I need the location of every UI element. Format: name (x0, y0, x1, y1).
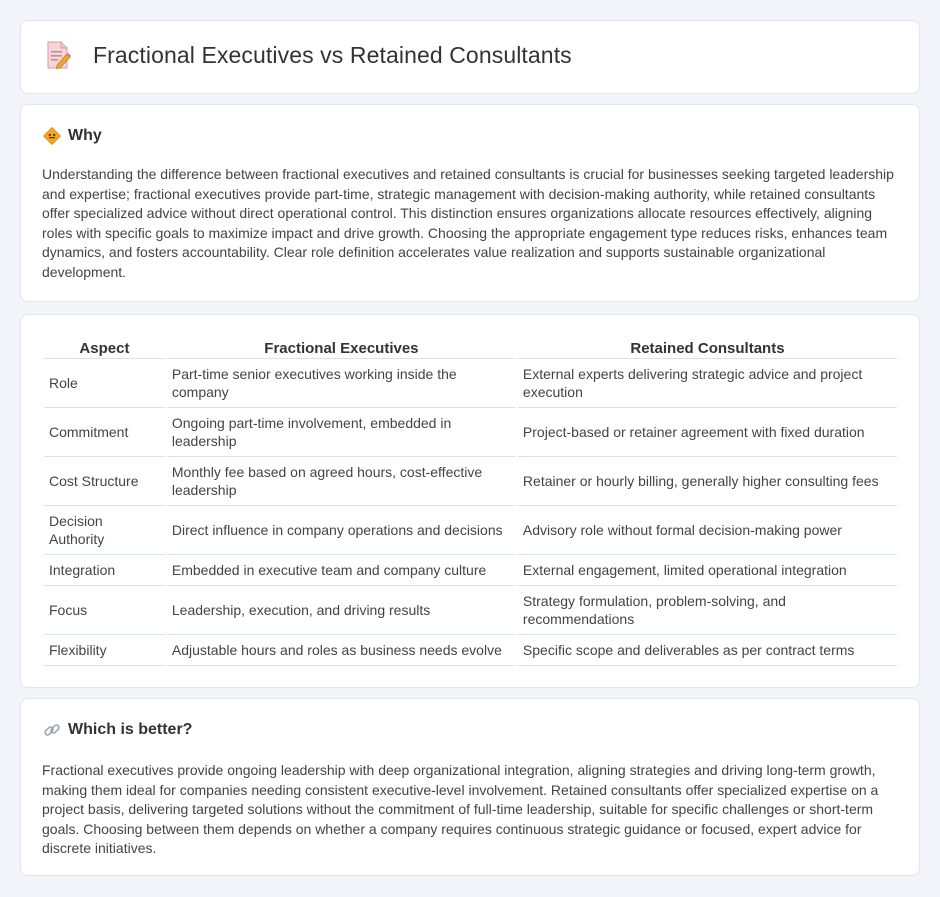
cell-fractional: Monthly fee based on agreed hours, cost-effective leadership (167, 457, 516, 506)
header-fractional-executives: Fractional Executives (167, 337, 516, 359)
cell-fractional: Leadership, execution, and driving results (167, 586, 516, 635)
header-aspect: Aspect (44, 337, 165, 359)
why-text: Understanding the difference between fractional executives and retained consultants is crucial for businesses seeking targeted leadership and expertise; fractional executives provide part-time, strategic management with decision-making authority, while retained consultants offer specialized advice without direct operational control. This distinction ensures organizations allocate resources effectively, aligning roles with specific goals to maximize impact and drive growth. Choosing the appropriate engagement type reduces risks, enhances team dynamics, and fosters accountability. Clear role definition accelerates value realization and supports sustainable organizational development. (42, 166, 894, 280)
cell-retained: Retainer or hourly billing, generally higher consulting fees (518, 457, 897, 506)
cell-fractional: Adjustable hours and roles as business needs evolve (167, 635, 516, 666)
table-row (44, 359, 897, 408)
table-row (44, 457, 897, 506)
header (45, 41, 572, 69)
page-title: Fractional Executives vs Retained Consultants (93, 41, 572, 68)
why-title: Why (68, 127, 102, 144)
why-heading (43, 127, 102, 145)
cell-retained: External engagement, limited operational integration (518, 555, 897, 586)
cell-retained: Project-based or retainer agreement with fixed duration (518, 408, 897, 457)
better-heading (43, 721, 192, 739)
which-is-better-section (20, 698, 920, 876)
cell-aspect: Flexibility (44, 635, 165, 666)
diamond-sign-icon (43, 127, 61, 145)
why-section (20, 104, 920, 302)
cell-fractional: Ongoing part-time involvement, embedded in leadership (167, 408, 516, 457)
cell-fractional: Direct influence in company operations and decisions (167, 506, 516, 555)
cell-aspect: Commitment (44, 408, 165, 457)
header-retained-consultants: Retained Consultants (518, 337, 897, 359)
cell-fractional: Part-time senior executives working inside the company (167, 359, 516, 408)
table-row (44, 506, 897, 555)
better-text: Fractional executives provide ongoing leadership with deep organizational integration, aligning strategies and driving long-term growth, making them ideal for companies needing consistent executive-level involvement. Retained consultants offer specialized expertise on a project basis, delivering targeted solutions without the commitment of full-time leadership, suitable for specific challenges or short-term goals. Choosing between them depends on whether a company requires continuous strategic guidance or focused, expert advice for discrete initiatives. (42, 762, 879, 856)
cell-fractional: Embedded in executive team and company culture (167, 555, 516, 586)
cell-aspect: Decision Authority (44, 506, 165, 555)
cell-aspect: Integration (44, 555, 165, 586)
table-row (44, 586, 897, 635)
table-row (44, 635, 897, 666)
table-header-row (44, 337, 897, 359)
cell-retained: Advisory role without formal decision-making power (518, 506, 897, 555)
table-row (44, 408, 897, 457)
cell-aspect: Cost Structure (44, 457, 165, 506)
document-pencil-icon (45, 41, 71, 69)
cell-aspect: Focus (44, 586, 165, 635)
table-row (44, 555, 897, 586)
cell-retained: Strategy formulation, problem-solving, and recommendations (518, 586, 897, 635)
header-card (20, 20, 920, 94)
link-icon (43, 721, 61, 739)
cell-retained: External experts delivering strategic advice and project execution (518, 359, 897, 408)
comparison-section (20, 314, 920, 688)
cell-aspect: Role (44, 359, 165, 408)
cell-retained: Specific scope and deliverables as per contract terms (518, 635, 897, 666)
comparison-table (42, 337, 899, 666)
better-title: Which is better? (68, 721, 193, 738)
